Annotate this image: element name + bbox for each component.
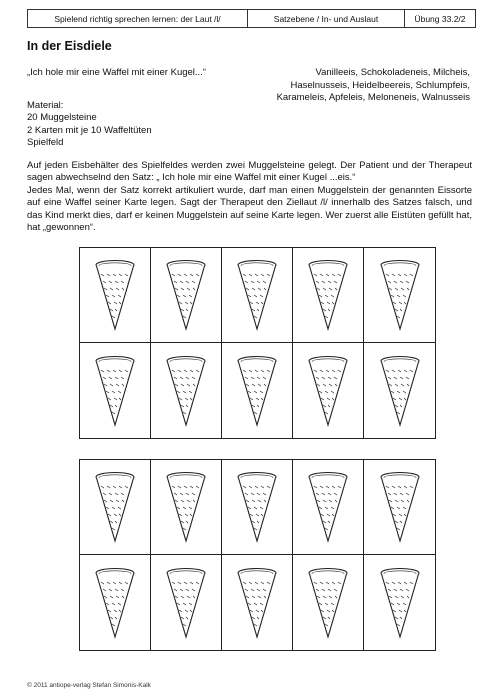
waffle-cone-icon xyxy=(306,470,350,544)
material-item: 20 Muggelsteine xyxy=(27,112,97,124)
cone-cell xyxy=(293,555,364,650)
cone-cell xyxy=(151,460,222,555)
material-item: Spielfeld xyxy=(27,136,64,148)
header-series-title: Spielend richtig sprechen lernen: der Laut /l/ xyxy=(28,10,248,27)
waffle-cone-icon xyxy=(164,470,208,544)
material-heading: Material: xyxy=(27,100,64,111)
cone-cell xyxy=(222,343,293,438)
waffle-cone-icon xyxy=(378,470,422,544)
waffle-cone-icon xyxy=(164,566,208,640)
cone-cell xyxy=(222,555,293,650)
waffle-cone-icon xyxy=(378,354,422,428)
waffle-cone-icon xyxy=(93,258,137,332)
cone-cell xyxy=(80,460,151,555)
cone-cell xyxy=(364,343,435,438)
waffle-cone-icon xyxy=(378,566,422,640)
header-level: Satzebene / In- und Auslaut xyxy=(248,10,405,27)
flavor-line: Haselnusseis, Heidelbeereis, Schlumpfeis, xyxy=(290,79,470,91)
instruction-paragraph: Jedes Mal, wenn der Satz korrekt artikuliert wurde, darf man einen Muggelstein der genannten Eissorte auf eine Waffel seiner Karte legen. Sagt der Therapeut den Ziellaut /l/ innerhalb des Satzes falsch, und das Kind merkt dies, darf er keinen Muggelstein auf seine Karte legen. Wer zuerst alle Eistüten gefüllt hat, hat „gewonnen“. xyxy=(27,184,472,234)
cone-cell xyxy=(151,343,222,438)
waffle-cone-icon xyxy=(235,258,279,332)
waffle-cone-icon xyxy=(93,354,137,428)
waffle-cone-icon xyxy=(235,470,279,544)
waffle-cone-icon xyxy=(306,566,350,640)
target-sentence: „Ich hole mir eine Waffel mit einer Kugel...“ xyxy=(27,67,206,78)
waffle-cone-icon xyxy=(93,566,137,640)
cone-cell xyxy=(222,460,293,555)
cone-cell xyxy=(364,460,435,555)
flavor-line: Vanilleeis, Schokoladeneis, Milcheis, xyxy=(315,67,470,78)
page-title: In der Eisdiele xyxy=(27,39,112,53)
waffle-cone-icon xyxy=(164,258,208,332)
header-exercise-number: Übung 33.2/2 xyxy=(414,13,466,24)
cone-cell xyxy=(293,248,364,343)
cone-cell xyxy=(364,248,435,343)
cone-cell xyxy=(293,343,364,438)
waffle-cone-icon xyxy=(306,354,350,428)
cone-cell xyxy=(222,248,293,343)
flavor-line: Karameleis, Apfeleis, Meloneneis, Walnusseis xyxy=(276,92,470,103)
cone-cell xyxy=(80,343,151,438)
waffle-cone-icon xyxy=(306,258,350,332)
waffle-cone-icon xyxy=(378,258,422,332)
cone-cell xyxy=(364,555,435,650)
cone-cell xyxy=(293,460,364,555)
waffle-cone-icon xyxy=(235,566,279,640)
header-bar xyxy=(27,9,476,28)
waffle-cone-icon xyxy=(164,354,208,428)
game-card-1 xyxy=(79,247,436,439)
cone-cell xyxy=(151,248,222,343)
game-card-2 xyxy=(79,459,436,651)
waffle-cone-icon xyxy=(235,354,279,428)
waffle-cone-icon xyxy=(93,470,137,544)
material-list xyxy=(27,100,152,149)
material-item: 2 Karten mit je 10 Waffeltüten xyxy=(27,124,152,136)
instructions xyxy=(27,160,472,234)
cone-cell xyxy=(151,555,222,650)
instruction-paragraph: Auf jeden Eisbehälter des Spielfeldes werden zwei Muggelsteine gelegt. Der Patient und der Therapeut sagen abwechselnd den Satz: „ Ich hole mir eine Waffel mit einer Kugel ...eis.“ xyxy=(27,160,472,184)
cone-cell xyxy=(80,555,151,650)
cone-cell xyxy=(80,248,151,343)
flavor-list xyxy=(277,67,470,105)
copyright: © 2011 antiope-verlag Stefan Simonis-Kalk xyxy=(27,682,151,689)
